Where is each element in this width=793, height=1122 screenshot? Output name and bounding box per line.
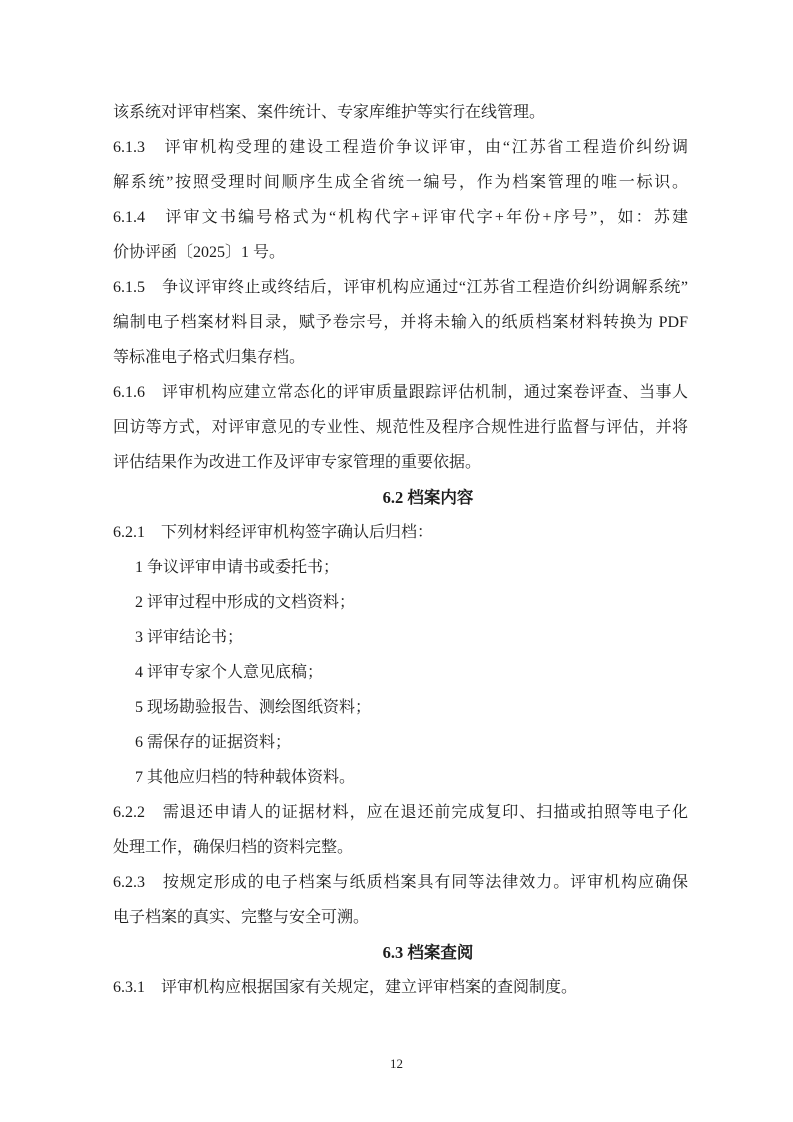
list-item-4: 4 评审专家个人意见底稿； (135, 664, 324, 681)
list-item-6: 6 需保存的证据资料； (135, 734, 292, 751)
list-item-2: 2 评审过程中形成的文档资料； (135, 594, 356, 611)
clause-6-2-2-line-2: 处理工作，确保归档的资料完整。 (113, 839, 354, 856)
page-number: 12 (390, 1056, 403, 1071)
clause-6-1-5-line-3: 等标准电子格式归集存档。 (113, 349, 306, 366)
clause-6-1-6-line-3: 评估结果作为改进工作及评审专家管理的重要依据。 (113, 454, 482, 471)
page-content (113, 95, 688, 1005)
clause-6-2-1-line-1: 6.2.1 下列材料经评审机构签字确认后归档： (113, 524, 434, 541)
list-item-5: 5 现场勘验报告、测绘图纸资料； (135, 699, 372, 716)
clause-6-2-3-line-2: 电子档案的真实、完整与安全可溯。 (113, 909, 370, 926)
clause-6-1-3-line-2: 解系统”按照受理时间顺序生成全省统一编号，作为档案管理的唯一标识。 (113, 174, 688, 191)
clause-6-1-5-line-2: 编制电子档案材料目录，赋予卷宗号，并将未输入的纸质档案材料转换为 PDF (113, 314, 688, 331)
list-item-7: 7 其他应归档的特种载体资料。 (135, 769, 356, 786)
section-heading-6-3: 6.3 档案查阅 (382, 943, 474, 962)
list-item-1: 1 争议评审申请书或委托书； (135, 559, 340, 576)
list-item-3: 3 评审结论书； (135, 629, 244, 646)
section-heading-6-2: 6.2 档案内容 (382, 488, 474, 507)
clause-6-2-3-line-1: 6.2.3 按规定形成的电子档案与纸质档案具有同等法律效力。评审机构应确保 (113, 874, 688, 891)
clause-6-1-4-line-1: 6.1.4 评审文书编号格式为“机构代字+评审代字+年份+序号”，如：苏建 (113, 209, 688, 226)
clause-6-1-4-line-2: 价协评函〔2025〕1 号。 (113, 244, 286, 261)
clause-6-3-1-line-1: 6.3.1 评审机构应根据国家有关规定，建立评审档案的查阅制度。 (113, 979, 578, 996)
clause-6-2-2-line-1: 6.2.2 需退还申请人的证据材料，应在退还前完成复印、扫描或拍照等电子化 (113, 804, 688, 821)
clause-6-1-6-line-2: 回访等方式，对评审意见的专业性、规范性及程序合规性进行监督与评估，并将 (113, 419, 688, 436)
para-continuation-line: 该系统对评审档案、案件统计、专家库维护等实行在线管理。 (113, 104, 546, 121)
clause-6-1-6-line-1: 6.1.6 评审机构应建立常态化的评审质量跟踪评估机制，通过案卷评查、当事人 (113, 384, 688, 401)
clause-6-1-3-line-1: 6.1.3 评审机构受理的建设工程造价争议评审，由“江苏省工程造价纠纷调 (113, 139, 688, 156)
clause-6-1-5-line-1: 6.1.5 争议评审终止或终结后，评审机构应通过“江苏省工程造价纠纷调解系统” (113, 279, 688, 296)
